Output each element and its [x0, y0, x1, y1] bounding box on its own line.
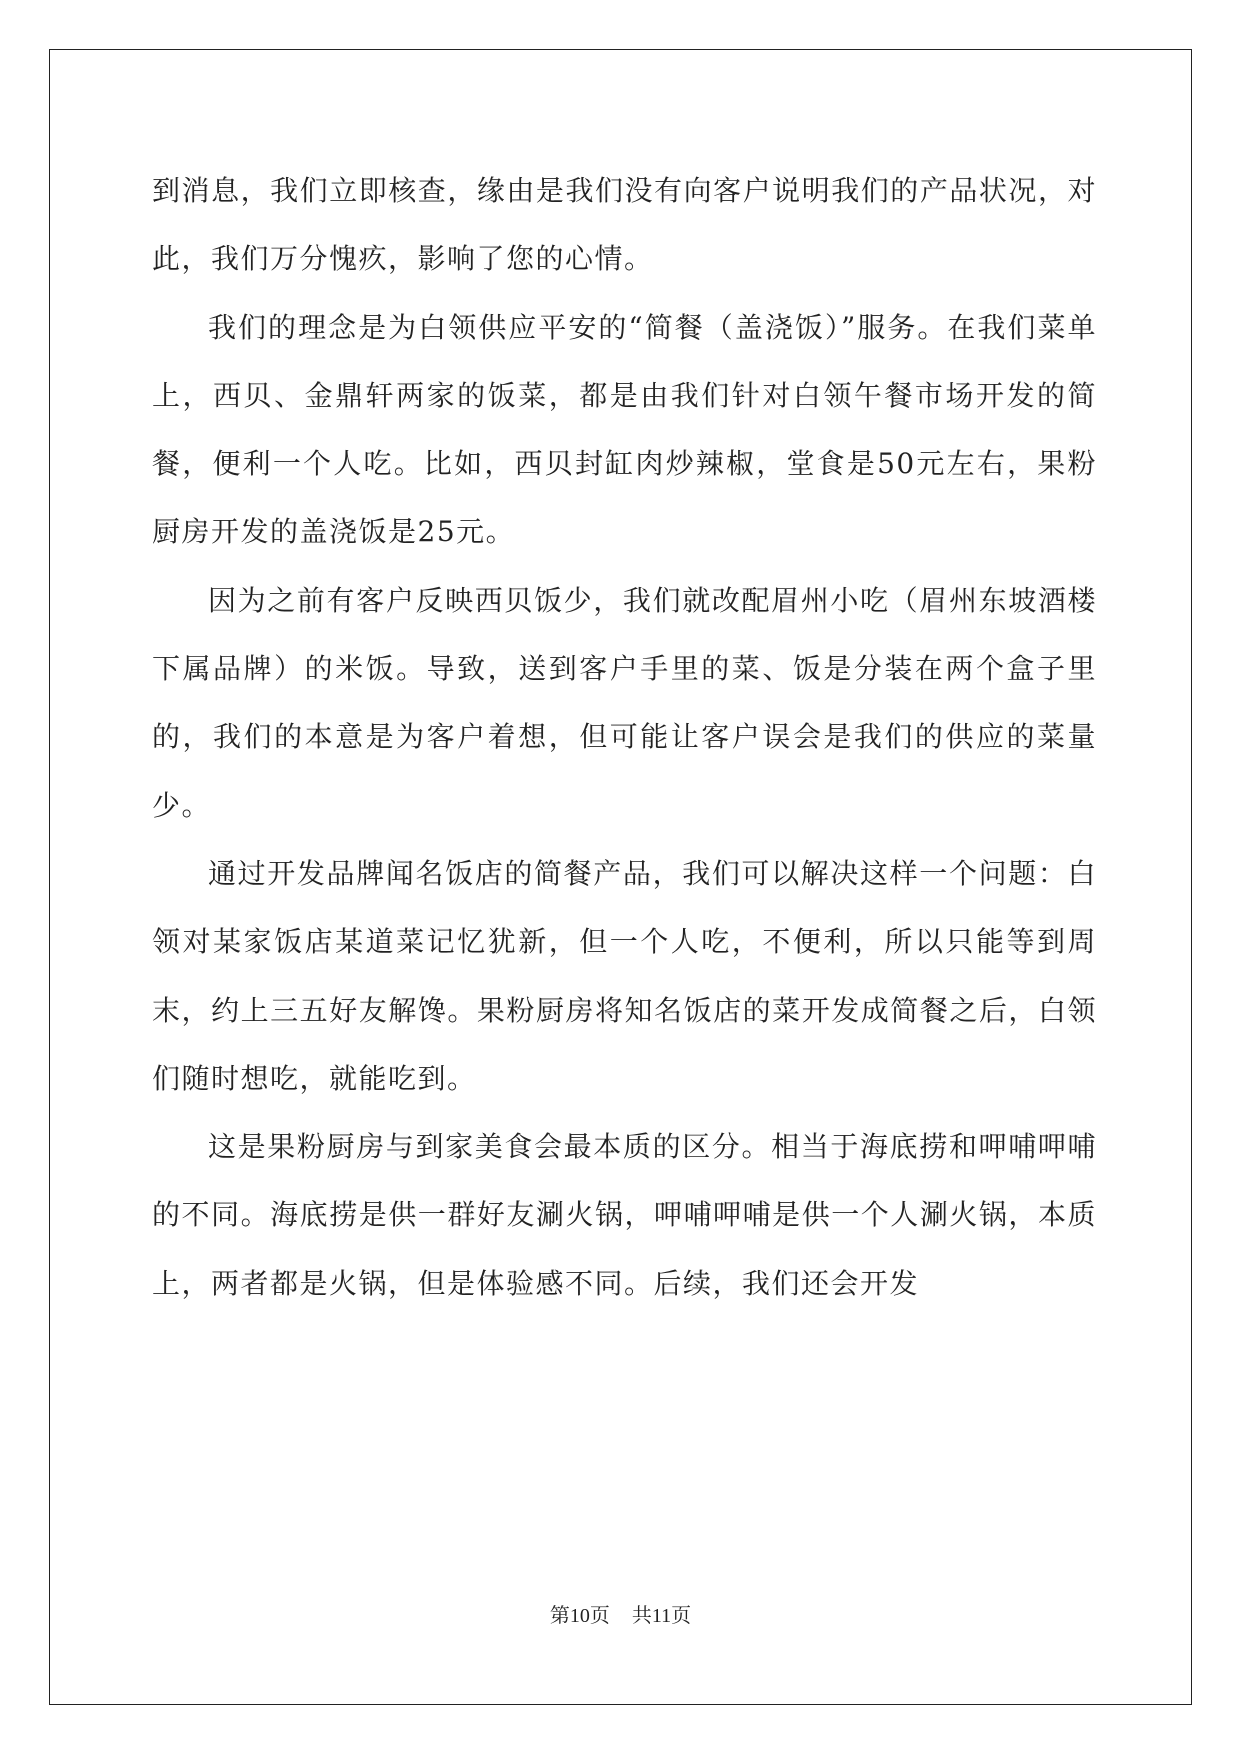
paragraph: 到消息，我们立即核查，缘由是我们没有向客户说明我们的产品状况，对此，我们万分愧疚，影响了您的心情。 [152, 174, 1097, 276]
page-total: 共11页 [631, 1605, 692, 1627]
paragraph: 通过开发品牌闻名饭店的简餐产品，我们可以解决这样一个问题：白领对某家饭店某道菜记忆犹新，但一个人吃，不便利，所以只能等到周末，约上三五好友解馋。果粉厨房将知名饭店的菜开发成简餐之后，白领们随时想吃，就能吃到。 [152, 856, 1097, 1095]
page-number: 第10页 [549, 1605, 610, 1627]
paragraph: 因为之前有客户反映西贝饭少，我们就改配眉州小吃（眉州东坡酒楼下属品牌）的米饭。导致，送到客户手里的菜、饭是分装在两个盒子里的，我们的本意是为客户着想，但可能让客户误会是我们的供应的菜量少。 [152, 583, 1097, 822]
document-body [152, 157, 1097, 1318]
paragraph: 我们的理念是为白领供应平安的“简餐（盖浇饭）”服务。在我们菜单上，西贝、金鼎轩两家的饭菜，都是由我们针对白领午餐市场开发的简餐，便利一个人吃。比如，西贝封缸肉炒辣椒，堂食是50元左右，果粉厨房开发的盖浇饭是25元。 [152, 310, 1097, 549]
paragraph: 这是果粉厨房与到家美食会最本质的区分。相当于海底捞和呷哺呷哺的不同。海底捞是供一群好友涮火锅，呷哺呷哺是供一个人涮火锅，本质上，两者都是火锅，但是体验感不同。后续，我们还会开发 [152, 1130, 1097, 1300]
page-footer [0, 1599, 1241, 1628]
